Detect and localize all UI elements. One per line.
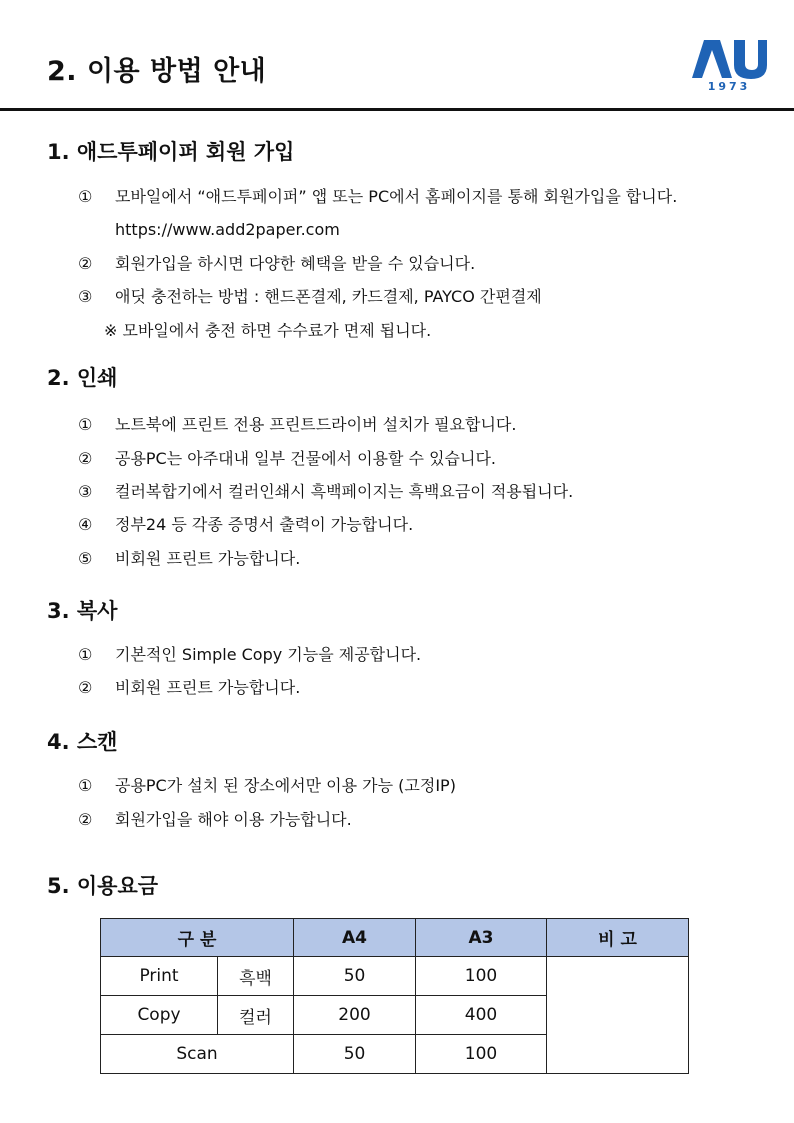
au-logo bbox=[690, 38, 768, 96]
item-number: ⑤ bbox=[78, 549, 93, 568]
section-title-print: 2. 인쇄 bbox=[47, 366, 118, 390]
list-item bbox=[78, 412, 516, 438]
item-text: 모바일에서 “애드투페이퍼” 앱 또는 PC에서 홈페이지를 통해 회원가입을 합니다. bbox=[115, 187, 678, 206]
table-header-row bbox=[101, 919, 689, 957]
homepage-url: https://www.add2paper.com bbox=[115, 220, 340, 239]
list-item bbox=[78, 807, 352, 833]
item-text: 회원가입을 하시면 다양한 혜택을 받을 수 있습니다. bbox=[115, 254, 476, 273]
table-row bbox=[101, 957, 689, 996]
item-text: 노트북에 프린트 전용 프린트드라이버 설치가 필요합니다. bbox=[115, 415, 517, 434]
item-number: ② bbox=[78, 449, 93, 468]
list-item bbox=[78, 251, 475, 277]
a4-price-cell: 200 bbox=[294, 996, 416, 1035]
list-item bbox=[78, 675, 300, 701]
mode-cell: 흑백 bbox=[218, 957, 294, 996]
section-title-fees: 5. 이용요금 bbox=[47, 874, 159, 898]
section-title-membership: 1. 애드투페이퍼 회원 가입 bbox=[47, 140, 295, 164]
item-number: ① bbox=[78, 645, 93, 664]
page-title: 2. 이용 방법 안내 bbox=[47, 56, 267, 87]
au-logo-mark-icon bbox=[690, 38, 768, 80]
item-number: ② bbox=[78, 678, 93, 697]
item-number: ④ bbox=[78, 515, 93, 534]
list-item bbox=[78, 217, 340, 243]
list-item bbox=[78, 479, 573, 505]
list-item bbox=[78, 446, 496, 472]
list-item bbox=[78, 773, 456, 799]
header-a3: A3 bbox=[416, 919, 547, 957]
item-text: 애딧 충전하는 방법 : 핸드폰결제, 카드결제, PAYCO 간편결제 bbox=[115, 287, 542, 306]
a3-price-cell: 100 bbox=[416, 1035, 547, 1074]
remarks-cell bbox=[547, 957, 689, 1074]
item-number: ③ bbox=[78, 482, 93, 501]
a3-price-cell: 400 bbox=[416, 996, 547, 1035]
section-title-scan: 4. 스캔 bbox=[47, 730, 118, 754]
header-divider bbox=[0, 108, 794, 111]
item-number: ① bbox=[78, 776, 93, 795]
item-text: 비회원 프린트 가능합니다. bbox=[115, 549, 301, 568]
a3-price-cell: 100 bbox=[416, 957, 547, 996]
list-item bbox=[78, 284, 542, 310]
list-item bbox=[78, 546, 300, 572]
fee-table bbox=[100, 918, 689, 1074]
list-item bbox=[78, 642, 421, 668]
service-cell: Copy bbox=[101, 996, 218, 1035]
item-text: 회원가입을 해야 이용 가능합니다. bbox=[115, 810, 352, 829]
item-number: ① bbox=[78, 187, 93, 206]
section-title-copy: 3. 복사 bbox=[47, 599, 118, 623]
item-text: 정부24 등 각종 증명서 출력이 가능합니다. bbox=[115, 515, 414, 534]
a4-price-cell: 50 bbox=[294, 1035, 416, 1074]
logo-year: 1973 bbox=[707, 80, 751, 93]
mode-cell: 컬러 bbox=[218, 996, 294, 1035]
header-category: 구 분 bbox=[101, 919, 294, 957]
item-text: 컬러복합기에서 컬러인쇄시 흑백페이지는 흑백요금이 적용됩니다. bbox=[115, 482, 574, 501]
header-a4: A4 bbox=[294, 919, 416, 957]
item-text: 공용PC는 아주대내 일부 건물에서 이용할 수 있습니다. bbox=[115, 449, 496, 468]
fee-waiver-note: ※ 모바일에서 충전 하면 수수료가 면제 됩니다. bbox=[104, 321, 432, 340]
item-text: 기본적인 Simple Copy 기능을 제공합니다. bbox=[115, 645, 422, 664]
item-number: ① bbox=[78, 415, 93, 434]
a4-price-cell: 50 bbox=[294, 957, 416, 996]
item-number: ② bbox=[78, 254, 93, 273]
service-cell: Scan bbox=[101, 1035, 294, 1074]
item-number: ② bbox=[78, 810, 93, 829]
list-item bbox=[78, 184, 677, 210]
item-text: 비회원 프린트 가능합니다. bbox=[115, 678, 301, 697]
header-remarks: 비 고 bbox=[547, 919, 689, 957]
item-text: 공용PC가 설치 된 장소에서만 이용 가능 (고정IP) bbox=[115, 776, 456, 795]
list-item bbox=[78, 512, 413, 538]
service-cell: Print bbox=[101, 957, 218, 996]
item-number: ③ bbox=[78, 287, 93, 306]
